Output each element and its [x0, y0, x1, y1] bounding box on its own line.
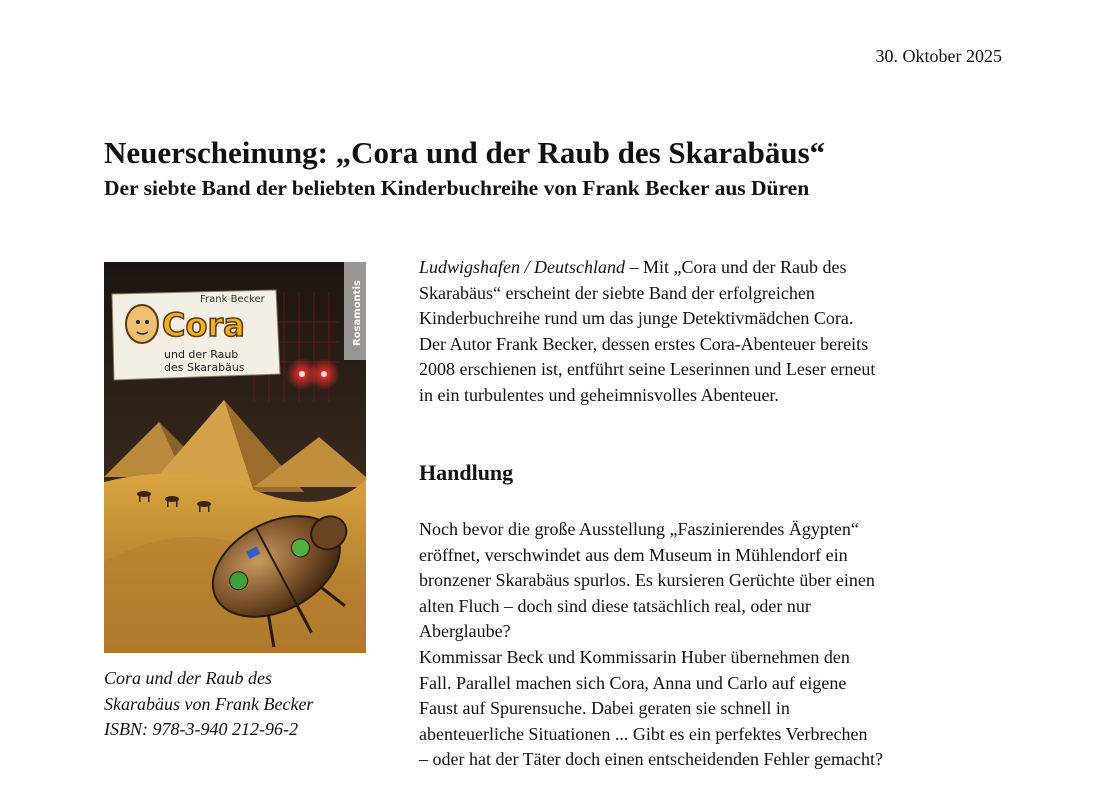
caption-isbn: ISBN: 978-3-940 212-96-2	[104, 719, 298, 739]
section-heading-handlung: Handlung	[419, 460, 514, 485]
intro-line: Skarabäus“ erscheint der siebte Band der erfolgreichen	[419, 282, 815, 303]
plot-line: eröffnet, verschwindet aus dem Museum in Mühlendorf ein	[419, 544, 848, 565]
plot-line: Aberglaube?	[419, 621, 511, 642]
page-title: Neuerscheinung: „Cora und der Raub des Skarabäus“	[104, 135, 826, 170]
caption-line: Cora und der Raub des	[104, 668, 272, 688]
intro-line: in ein turbulentes und geheimnisvolles Abenteuer.	[419, 384, 779, 405]
cover-series-text: Cora	[162, 306, 245, 344]
press-release-date: 30. Oktober 2025	[875, 46, 1002, 66]
intro-line: 2008 erschienen ist, entführt seine Leserinnen und Leser erneut	[419, 359, 876, 380]
plot-line: bronzener Skarabäus spurlos. Es kursieren Gerüchte über einen	[419, 570, 875, 591]
intro-line: Kinderbuchreihe rund um das junge Detektivmädchen Cora.	[419, 308, 854, 329]
intro-line: Der Autor Frank Becker, dessen erstes Cora-Abenteuer bereits	[419, 333, 869, 354]
book-cover-image	[104, 262, 366, 653]
intro-paragraph	[419, 255, 1019, 409]
dateline: Ludwigshafen / Deutschland	[419, 257, 625, 277]
cover-title-line2: des Skarabäus	[164, 361, 245, 374]
plot-line: Kommissar Beck und Kommissarin Huber übernehmen den	[419, 646, 850, 667]
cover-publisher-text: Rosamontis	[352, 280, 363, 346]
plot-line: Noch bevor die große Ausstellung „Faszinierendes Ägypten“	[419, 519, 859, 539]
intro-line: – Mit „Cora und der Raub des	[625, 257, 847, 277]
plot-line: abenteuerliche Situationen ... Gibt es ein perfektes Verbrechen	[419, 723, 868, 744]
plot-paragraph	[419, 517, 1019, 773]
caption-line: Skarabäus von Frank Becker	[104, 693, 314, 714]
book-cover-illustration	[104, 262, 366, 653]
cover-title-line1: und der Raub	[164, 348, 239, 361]
plot-line: Fall. Parallel machen sich Cora, Anna und Carlo auf eigene	[419, 672, 847, 693]
cover-author-text: Frank Becker	[200, 294, 265, 305]
plot-line: alten Fluch – doch sind diese tatsächlich real, oder nur	[419, 595, 811, 616]
page-subtitle: Der siebte Band der beliebten Kinderbuchreihe von Frank Becker aus Düren	[104, 176, 810, 200]
cover-caption	[104, 666, 374, 743]
plot-line: – oder hat der Täter doch einen entscheidenden Fehler gemacht?	[419, 749, 883, 770]
plot-line: Faust auf Spurensuche. Dabei geraten sie schnell in	[419, 698, 790, 719]
